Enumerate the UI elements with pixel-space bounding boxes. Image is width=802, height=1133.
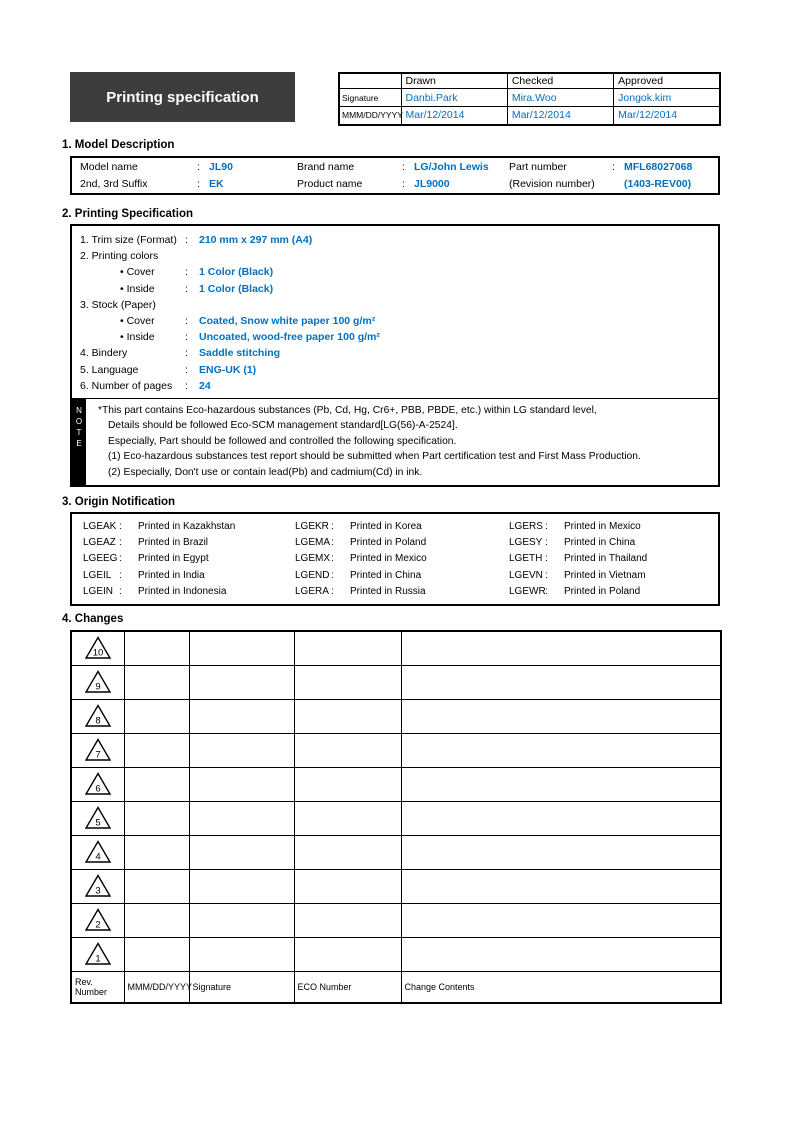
spec-row-language xyxy=(72,362,718,378)
spec-row-bindery xyxy=(72,345,718,361)
spec-row-printing-colors xyxy=(72,248,718,264)
model-row-2 xyxy=(72,176,718,194)
svg-text:1: 1 xyxy=(95,953,101,965)
colon: : xyxy=(185,315,188,328)
colon: : xyxy=(119,569,122,581)
spec-value: 1 Color (Black) xyxy=(199,282,274,295)
change-date-cell xyxy=(124,903,189,937)
change-eco-cell xyxy=(294,767,401,801)
colon: : xyxy=(119,586,122,598)
origin-code: LGERS xyxy=(509,520,543,532)
origin-desc: Printed in Vietnam xyxy=(564,569,646,581)
colon: : xyxy=(119,537,122,549)
change-eco-cell xyxy=(294,699,401,733)
note-line: (1) Eco-hazardous substances test report should be submitted when Part certification test and First Mass Production. xyxy=(108,451,641,463)
change-date-cell xyxy=(124,869,189,903)
spec-value: Coated, Snow white paper 100 g/m² xyxy=(199,315,376,328)
origin-code: LGEMA xyxy=(295,537,331,549)
origin-row xyxy=(72,567,718,583)
approved-signature: Jongok.kim xyxy=(614,89,720,107)
change-signature-cell xyxy=(189,733,294,767)
origin-code: LGEND xyxy=(295,569,330,581)
origin-code: LGEAZ xyxy=(83,537,116,549)
origin-desc: Printed in Brazil xyxy=(138,537,209,549)
origin-code: LGEAK xyxy=(83,520,117,532)
change-date-cell xyxy=(124,801,189,835)
svg-text:6: 6 xyxy=(95,783,101,795)
drawn-date: Mar/12/2014 xyxy=(401,107,507,125)
change-row xyxy=(71,937,721,971)
colon: : xyxy=(331,569,334,581)
svg-text:8: 8 xyxy=(95,715,101,727)
change-date-cell xyxy=(124,665,189,699)
origin-code: LGEWR xyxy=(509,586,546,598)
change-row xyxy=(71,835,721,869)
revision-triangle-icon xyxy=(85,670,111,694)
change-contents-cell xyxy=(401,903,721,937)
suffix-value: EK xyxy=(209,178,224,191)
spec-value: 24 xyxy=(199,379,211,392)
change-signature-cell xyxy=(189,665,294,699)
origin-desc: Printed in Kazakhstan xyxy=(138,520,236,532)
spec-value: 1 Color (Black) xyxy=(199,266,274,279)
rev-triangle-cell xyxy=(71,665,124,699)
colon: : xyxy=(185,282,188,295)
spec-label: • Inside xyxy=(120,282,155,295)
approval-header-checked: Checked xyxy=(507,73,613,89)
change-row xyxy=(71,767,721,801)
colon: : xyxy=(331,553,334,565)
change-contents-cell xyxy=(401,835,721,869)
change-date-cell xyxy=(124,835,189,869)
change-eco-cell xyxy=(294,903,401,937)
change-eco-cell xyxy=(294,631,401,665)
rev-triangle-cell xyxy=(71,835,124,869)
change-eco-cell xyxy=(294,937,401,971)
rev-triangle-cell xyxy=(71,767,124,801)
colon: : xyxy=(331,537,334,549)
suffix-label: 2nd, 3rd Suffix xyxy=(80,178,148,191)
revision-triangle-icon xyxy=(85,636,111,660)
colon: : xyxy=(402,160,405,173)
date-row-label: MMM/DD/YYYY xyxy=(339,107,401,125)
origin-desc: Printed in Poland xyxy=(350,537,427,549)
origin-row xyxy=(72,584,718,600)
changes-header-row xyxy=(71,971,721,1003)
rev-triangle-cell xyxy=(71,937,124,971)
origin-notification-box xyxy=(70,512,720,606)
origin-desc: Printed in Mexico xyxy=(564,520,641,532)
origin-code: LGETH xyxy=(509,553,543,565)
svg-text:7: 7 xyxy=(95,749,101,761)
revision-number-label: (Revision number) xyxy=(509,178,595,191)
change-row xyxy=(71,869,721,903)
origin-code: LGESY xyxy=(509,537,543,549)
change-signature-cell xyxy=(189,903,294,937)
origin-code: LGEMX xyxy=(295,553,331,565)
revision-triangle-icon xyxy=(85,908,111,932)
origin-desc: Printed in Russia xyxy=(350,586,426,598)
spec-row-stock-cover xyxy=(72,313,718,329)
spec-label: • Inside xyxy=(120,331,155,344)
spec-label: 5. Language xyxy=(80,363,139,376)
origin-desc: Printed in Korea xyxy=(350,520,422,532)
change-row xyxy=(71,733,721,767)
brand-name-label: Brand name xyxy=(297,160,355,173)
change-signature-cell xyxy=(189,869,294,903)
brand-name-value: LG/John Lewis xyxy=(414,160,489,173)
change-row xyxy=(71,801,721,835)
printing-spec-box xyxy=(70,224,720,487)
checked-signature: Mira.Woo xyxy=(507,89,613,107)
note-letter: N xyxy=(76,405,82,415)
note-letter: T xyxy=(76,427,82,437)
spec-value: Saddle stitching xyxy=(199,347,281,360)
change-eco-cell xyxy=(294,869,401,903)
product-name-label: Product name xyxy=(297,178,363,191)
change-date-cell xyxy=(124,767,189,801)
colon: : xyxy=(119,553,122,565)
change-signature-cell xyxy=(189,835,294,869)
spec-label: 2. Printing colors xyxy=(80,250,159,263)
origin-desc: Printed in Egypt xyxy=(138,553,209,565)
origin-code: LGERA xyxy=(295,586,329,598)
svg-text:5: 5 xyxy=(95,817,101,829)
colon: : xyxy=(612,160,615,173)
spec-label: 3. Stock (Paper) xyxy=(80,298,156,311)
spec-value: ENG-UK (1) xyxy=(199,363,257,376)
revision-triangle-icon xyxy=(85,806,111,830)
change-date-cell xyxy=(124,699,189,733)
note-line: Details should be followed Eco-SCM management standard[LG(56)-A-2524]. xyxy=(108,420,458,432)
approval-header-approved: Approved xyxy=(614,73,720,89)
colon: : xyxy=(119,520,122,532)
signature-header: Signature xyxy=(189,971,294,1003)
part-number-value: MFL68027068 xyxy=(624,160,693,173)
signature-row-label: Signature xyxy=(339,89,401,107)
origin-desc: Printed in China xyxy=(350,569,422,581)
model-name-label: Model name xyxy=(80,160,138,173)
spec-row-colors-inside xyxy=(72,281,718,297)
colon: : xyxy=(331,586,334,598)
checked-date: Mar/12/2014 xyxy=(507,107,613,125)
title-box xyxy=(70,72,295,122)
colon: : xyxy=(185,234,188,247)
spec-label: 1. Trim size (Format) xyxy=(80,234,177,247)
rev-triangle-cell xyxy=(71,801,124,835)
origin-desc: Printed in China xyxy=(564,537,636,549)
note-line: Especially, Part should be followed and controlled the following specification. xyxy=(108,435,457,447)
date-header: MMM/DD/YYYY xyxy=(124,971,189,1003)
revision-triangle-icon xyxy=(85,704,111,728)
note-line: *This part contains Eco-hazardous substances (Pb, Cd, Hg, Cr6+, PBB, PBDE, etc.) within LG standard level, xyxy=(98,404,597,416)
colon: : xyxy=(545,520,548,532)
note-vertical-bar xyxy=(72,399,86,485)
change-contents-cell xyxy=(401,665,721,699)
svg-text:4: 4 xyxy=(95,851,101,863)
spec-label: • Cover xyxy=(120,315,155,328)
colon: : xyxy=(185,379,188,392)
change-row xyxy=(71,699,721,733)
colon: : xyxy=(402,178,405,191)
colon: : xyxy=(545,569,548,581)
change-row xyxy=(71,903,721,937)
origin-row xyxy=(72,534,718,550)
change-signature-cell xyxy=(189,631,294,665)
rev-triangle-cell xyxy=(71,631,124,665)
model-description-table xyxy=(70,156,720,195)
spec-label: • Cover xyxy=(120,266,155,279)
change-eco-cell xyxy=(294,733,401,767)
changes-heading: 4. Changes xyxy=(62,613,124,625)
revision-triangle-icon xyxy=(85,738,111,762)
change-row xyxy=(71,631,721,665)
change-contents-cell xyxy=(401,631,721,665)
note-text xyxy=(86,399,718,485)
colon: : xyxy=(185,266,188,279)
change-signature-cell xyxy=(189,767,294,801)
spec-value: Uncoated, wood-free paper 100 g/m² xyxy=(199,331,380,344)
spec-value: 210 mm x 297 mm (A4) xyxy=(199,234,313,247)
svg-text:10: 10 xyxy=(92,647,104,659)
colon: : xyxy=(545,553,548,565)
colon: : xyxy=(331,520,334,532)
colon: : xyxy=(545,586,548,598)
origin-code: LGEIN xyxy=(83,586,114,598)
change-date-cell xyxy=(124,733,189,767)
spec-row-stock xyxy=(72,297,718,313)
rev-number-header: Rev. Number xyxy=(71,971,124,1003)
revision-triangle-icon xyxy=(85,840,111,864)
change-signature-cell xyxy=(189,937,294,971)
approved-date: Mar/12/2014 xyxy=(614,107,720,125)
origin-code: LGEKR xyxy=(295,520,329,532)
origin-desc: Printed in India xyxy=(138,569,205,581)
colon: : xyxy=(185,363,188,376)
origin-row xyxy=(72,551,718,567)
colon: : xyxy=(197,160,200,173)
part-number-label: Part number xyxy=(509,160,567,173)
origin-desc: Printed in Mexico xyxy=(350,553,427,565)
spec-row-trim-size xyxy=(72,232,718,248)
svg-text:9: 9 xyxy=(95,681,101,693)
change-date-cell xyxy=(124,937,189,971)
printing-spec-heading: 2. Printing Specification xyxy=(62,208,193,220)
colon: : xyxy=(197,178,200,191)
spec-row-pages xyxy=(72,378,718,394)
approval-header-drawn: Drawn xyxy=(401,73,507,89)
origin-desc: Printed in Thailand xyxy=(564,553,648,565)
approval-table xyxy=(338,72,721,126)
approval-corner-cell xyxy=(339,73,401,89)
spec-label: 6. Number of pages xyxy=(80,379,173,392)
rev-triangle-cell xyxy=(71,903,124,937)
rev-triangle-cell xyxy=(71,733,124,767)
model-description-heading: 1. Model Description xyxy=(62,139,175,151)
change-contents-cell xyxy=(401,801,721,835)
change-contents-cell xyxy=(401,733,721,767)
origin-desc: Printed in Poland xyxy=(564,586,641,598)
document-title: Printing specification xyxy=(106,88,259,106)
origin-code: LGEEG xyxy=(83,553,118,565)
change-contents-cell xyxy=(401,767,721,801)
spec-row-stock-inside xyxy=(72,329,718,345)
product-name-value: JL9000 xyxy=(414,178,450,191)
revision-triangle-icon xyxy=(85,874,111,898)
change-eco-cell xyxy=(294,801,401,835)
eco-number-header: ECO Number xyxy=(294,971,401,1003)
note-section xyxy=(72,398,718,485)
colon: : xyxy=(185,347,188,360)
svg-text:3: 3 xyxy=(95,885,101,897)
change-eco-cell xyxy=(294,835,401,869)
revision-triangle-icon xyxy=(85,942,111,966)
change-contents-cell xyxy=(401,699,721,733)
model-name-value: JL90 xyxy=(209,160,233,173)
origin-notification-heading: 3. Origin Notification xyxy=(62,496,176,508)
drawn-signature: Danbi.Park xyxy=(401,89,507,107)
origin-code: LGEIL xyxy=(83,569,112,581)
note-line: (2) Especially, Don't use or contain lead(Pb) and cadmium(Cd) in ink. xyxy=(108,466,423,478)
printing-spec-items xyxy=(72,226,718,398)
model-row-1 xyxy=(72,158,718,176)
revision-number-value: (1403-REV00) xyxy=(624,178,692,191)
origin-row xyxy=(72,518,718,534)
colon: : xyxy=(545,537,548,549)
rev-triangle-cell xyxy=(71,699,124,733)
origin-desc: Printed in Indonesia xyxy=(138,586,227,598)
colon: : xyxy=(185,331,188,344)
change-contents-cell xyxy=(401,869,721,903)
spec-row-colors-cover xyxy=(72,264,718,280)
changes-table xyxy=(70,630,722,1004)
svg-text:2: 2 xyxy=(95,919,101,931)
change-signature-cell xyxy=(189,699,294,733)
note-letter: O xyxy=(75,416,83,426)
spec-label: 4. Bindery xyxy=(80,347,128,360)
note-letter: E xyxy=(76,438,82,448)
rev-triangle-cell xyxy=(71,869,124,903)
change-row xyxy=(71,665,721,699)
change-contents-cell xyxy=(401,937,721,971)
revision-triangle-icon xyxy=(85,772,111,796)
origin-code: LGEVN xyxy=(509,569,543,581)
change-eco-cell xyxy=(294,665,401,699)
change-contents-header: Change Contents xyxy=(401,971,721,1003)
change-date-cell xyxy=(124,631,189,665)
change-signature-cell xyxy=(189,801,294,835)
